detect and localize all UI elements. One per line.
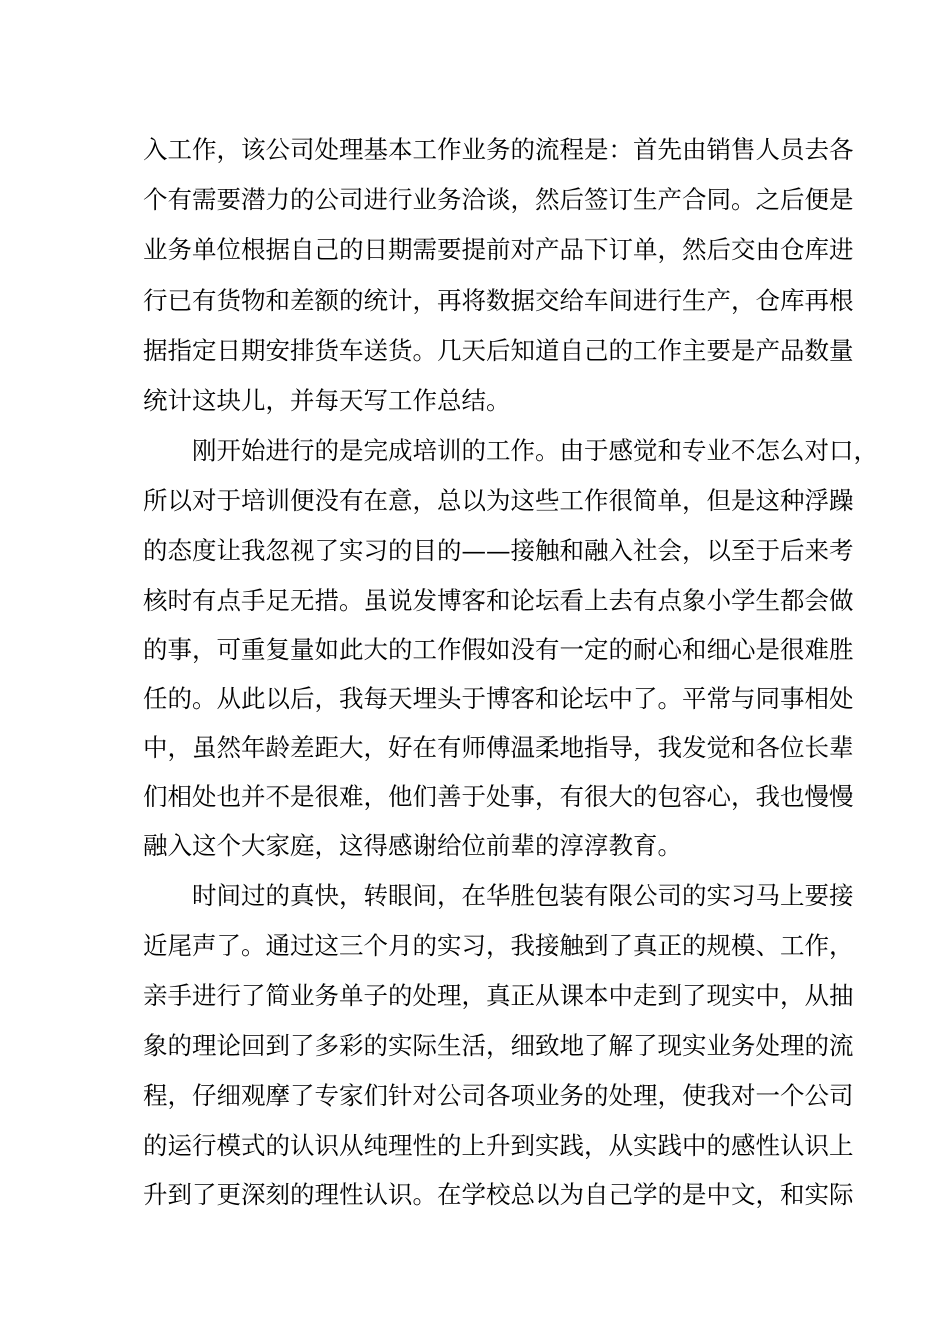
text-line-8: 所以对于培训便没有在意，总以为这些工作很简单，但是这种浮躁: [143, 486, 854, 515]
text-line-6: 统计这块儿，并每天写工作总结。: [143, 386, 511, 415]
text-line-2: 个有需要潜力的公司进行业务洽谈，然后签订生产合同。之后便是: [143, 185, 854, 214]
text-line-14: 们相处也并不是很难，他们善于处事，有很大的包容心，我也慢慢: [143, 782, 854, 811]
text-line-13: 中，虽然年龄差距大，好在有师傅温柔地指导，我发觉和各位长辈: [143, 733, 854, 762]
text-line-12: 任的。从此以后，我每天埋头于博客和论坛中了。平常与同事相处: [143, 684, 854, 713]
text-line-4: 行已有货物和差额的统计，再将数据交给车间进行生产，仓库再根: [143, 286, 854, 315]
text-line-5: 据指定日期安排货车送货。几天后知道自己的工作主要是产品数量: [143, 336, 854, 365]
text-line-10: 核时有点手足无措。虽说发博客和论坛看上去有点象小学生都会做: [143, 586, 854, 615]
text-line-3: 业务单位根据自己的日期需要提前对产品下订单，然后交由仓库进: [143, 235, 854, 264]
text-line-7: 刚开始进行的是完成培训的工作。由于感觉和专业不怎么对口，: [192, 436, 878, 465]
text-line-9: 的态度让我忽视了实习的目的——接触和融入社会，以至于后来考: [143, 536, 854, 565]
text-line-16: 时间过的真快，转眼间，在华胜包装有限公司的实习马上要接: [192, 881, 854, 910]
text-line-11: 的事，可重复量如此大的工作假如没有一定的耐心和细心是很难胜: [143, 635, 854, 664]
text-line-21: 的运行模式的认识从纯理性的上升到实践，从实践中的感性认识上: [143, 1131, 854, 1160]
text-line-17: 近尾声了。通过这三个月的实习，我接触到了真正的规模、工作，: [143, 931, 854, 960]
text-line-18: 亲手进行了简业务单子的处理，真正从课本中走到了现实中，从抽: [143, 981, 854, 1010]
text-line-22: 升到了更深刻的理性认识。在学校总以为自己学的是中文，和实际: [143, 1180, 854, 1209]
text-line-15: 融入这个大家庭，这得感谢给位前辈的淳淳教育。: [143, 831, 682, 860]
text-line-20: 程，仔细观摩了专家们针对公司各项业务的处理，使我对一个公司: [143, 1081, 854, 1110]
text-line-19: 象的理论回到了多彩的实际生活，细致地了解了现实业务处理的流: [143, 1031, 854, 1060]
text-line-1: 入工作，该公司处理基本工作业务的流程是：首先由销售人员去各: [143, 135, 854, 164]
